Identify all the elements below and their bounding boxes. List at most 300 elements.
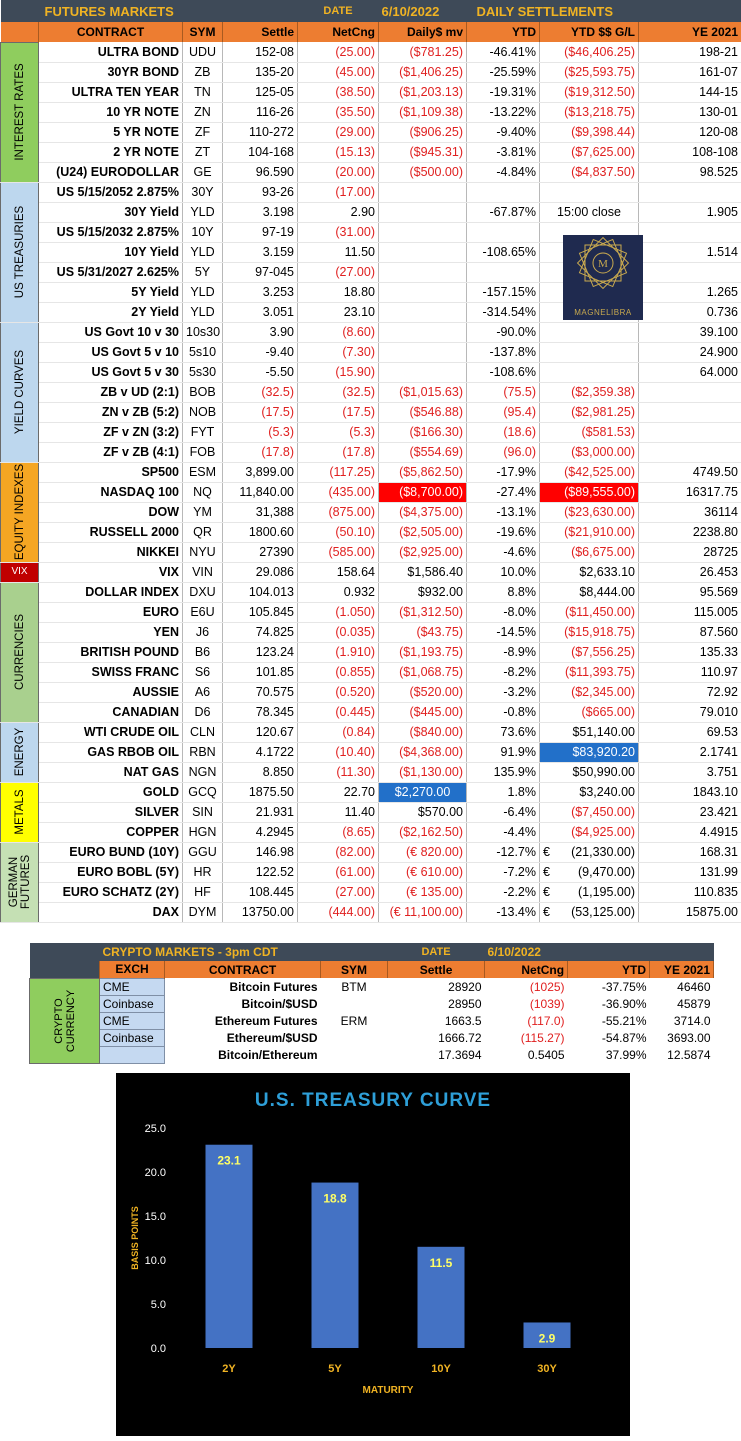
contract-cell: CANADIAN — [39, 702, 183, 722]
category-word: GERMAN — [8, 855, 20, 909]
ytd-cell: -9.40% — [467, 122, 540, 142]
y-tick-label: 5.0 — [151, 1299, 166, 1311]
symbol-cell: S6 — [183, 662, 223, 682]
ytd-cell: 73.6% — [467, 722, 540, 742]
crypto-row — [30, 1012, 714, 1029]
ye-2021-cell: 1.905 — [639, 202, 741, 222]
ytd-gl-cell: ($2,981.25) — [540, 402, 639, 422]
settle-cell: 135-20 — [223, 62, 298, 82]
crypto-table — [29, 943, 714, 1064]
category-text: VIX — [11, 566, 27, 578]
net-change-cell: 11.40 — [298, 802, 379, 822]
ytd-cell: 10.0% — [467, 562, 540, 582]
ytd-gl-cell: ($7,450.00) — [540, 802, 639, 822]
futures-row — [1, 802, 741, 822]
symbol-cell: BOB — [183, 382, 223, 402]
ytd-gl-cell: 15:00 close — [540, 202, 639, 222]
futures-row — [1, 182, 741, 202]
crypto-row — [30, 1046, 714, 1063]
ye-2021-cell: 161-07 — [639, 62, 741, 82]
contract-cell: NASDAQ 100 — [39, 482, 183, 502]
contract-cell: NAT GAS — [39, 762, 183, 782]
futures-row — [1, 762, 741, 782]
ytd-gl-cell — [540, 322, 639, 342]
symbol-cell: DYM — [183, 902, 223, 922]
daily-mv-cell: ($5,862.50) — [379, 462, 467, 482]
contract-cell: ULTRA TEN YEAR — [39, 82, 183, 102]
settle-cell: 101.85 — [223, 662, 298, 682]
category-text: ENERGY — [14, 728, 26, 777]
contract-cell: ZB v UD (2:1) — [39, 382, 183, 402]
net-change-cell: (435.00) — [298, 482, 379, 502]
daily-mv-cell: ($2,162.50) — [379, 822, 467, 842]
category-word: CRYPTO — [53, 989, 65, 1051]
settle-cell: 3.198 — [223, 202, 298, 222]
ytd-cell: (95.4) — [467, 402, 540, 422]
crypto-symbol-cell — [321, 995, 388, 1012]
ytd-cell: -67.87% — [467, 202, 540, 222]
futures-row — [1, 322, 741, 342]
symbol-cell: 30Y — [183, 182, 223, 202]
daily-mv-cell: ($1,109.38) — [379, 102, 467, 122]
ytd-cell: 91.9% — [467, 742, 540, 762]
ytd-cell: 1.8% — [467, 782, 540, 802]
ye-2021-cell: 115.005 — [639, 602, 741, 622]
contract-cell: DOW — [39, 502, 183, 522]
chart-svg — [116, 1073, 630, 1436]
contract-cell: SP500 — [39, 462, 183, 482]
daily-mv-cell — [379, 342, 467, 362]
settle-cell: 1800.60 — [223, 522, 298, 542]
contract-cell: GAS RBOB OIL — [39, 742, 183, 762]
futures-row — [1, 662, 741, 682]
crypto-net-change-cell: (1039) — [485, 995, 568, 1012]
contract-cell: EURO SCHATZ (2Y) — [39, 882, 183, 902]
settle-cell: 8.850 — [223, 762, 298, 782]
euro-value: (53,125.00) — [571, 905, 635, 919]
crypto-category-text — [53, 989, 77, 1051]
ytd-cell: -3.81% — [467, 142, 540, 162]
futures-header-cell: NetCng — [298, 22, 379, 42]
futures-row — [1, 62, 741, 82]
settle-cell: 110-272 — [223, 122, 298, 142]
ytd-gl-cell: ($42,525.00) — [540, 462, 639, 482]
contract-cell: US Govt 10 v 30 — [39, 322, 183, 342]
ye-2021-cell: 23.421 — [639, 802, 741, 822]
euro-value: (9,470.00) — [578, 865, 635, 879]
ye-2021-cell: 72.92 — [639, 682, 741, 702]
futures-row — [1, 42, 741, 62]
contract-cell: DAX — [39, 902, 183, 922]
net-change-cell: (8.65) — [298, 822, 379, 842]
settle-cell: 1875.50 — [223, 782, 298, 802]
futures-row — [1, 642, 741, 662]
futures-row — [1, 602, 741, 622]
ytd-gl-cell: ($581.53) — [540, 422, 639, 442]
ye-2021-cell: 0.736 — [639, 302, 741, 322]
futures-row — [1, 722, 741, 742]
logo-text: MAGNELIBRA — [563, 308, 643, 317]
contract-cell: DOLLAR INDEX — [39, 582, 183, 602]
x-tick-label: 30Y — [537, 1363, 557, 1375]
ytd-gl-cell: ($25,593.75) — [540, 62, 639, 82]
ytd-gl-cell — [540, 882, 639, 902]
category-label — [1, 182, 39, 322]
contract-cell: ZN v ZB (5:2) — [39, 402, 183, 422]
ytd-cell: -6.4% — [467, 802, 540, 822]
ye-2021-cell: 95.569 — [639, 582, 741, 602]
symbol-cell: ZT — [183, 142, 223, 162]
futures-row — [1, 522, 741, 542]
ye-2021-cell: 24.900 — [639, 342, 741, 362]
data-label: 23.1 — [217, 1154, 241, 1168]
futures-header-cell: CONTRACT — [39, 22, 183, 42]
futures-row — [1, 702, 741, 722]
net-change-cell: (31.00) — [298, 222, 379, 242]
futures-title: FUTURES MARKETS — [39, 0, 298, 22]
settle-cell: 104-168 — [223, 142, 298, 162]
futures-header-cell: YTD $$ G/L — [540, 22, 639, 42]
ytd-cell: -8.2% — [467, 662, 540, 682]
x-tick-label: 5Y — [328, 1363, 342, 1375]
daily-mv-cell — [379, 222, 467, 242]
settle-cell: 29.086 — [223, 562, 298, 582]
svg-text:M: M — [598, 258, 608, 270]
ytd-cell: -46.41% — [467, 42, 540, 62]
ye-2021-cell: 168.31 — [639, 842, 741, 862]
category-label — [1, 42, 39, 182]
symbol-cell: NYU — [183, 542, 223, 562]
ytd-gl-cell: ($15,918.75) — [540, 622, 639, 642]
ye-2021-cell: 2238.80 — [639, 522, 741, 542]
ytd-cell: -7.2% — [467, 862, 540, 882]
ytd-gl-cell: ($3,000.00) — [540, 442, 639, 462]
futures-row — [1, 82, 741, 102]
futures-row — [1, 562, 741, 582]
contract-cell: (U24) EURODOLLAR — [39, 162, 183, 182]
ye-2021-cell: 4.4915 — [639, 822, 741, 842]
net-change-cell: (875.00) — [298, 502, 379, 522]
ytd-cell: -19.6% — [467, 522, 540, 542]
net-change-cell: 23.10 — [298, 302, 379, 322]
daily-mv-cell: ($840.00) — [379, 722, 467, 742]
ye-2021-cell: 130-01 — [639, 102, 741, 122]
contract-cell: 2 YR NOTE — [39, 142, 183, 162]
ytd-gl-cell: ($7,625.00) — [540, 142, 639, 162]
crypto-row — [30, 1029, 714, 1046]
symbol-cell: FYT — [183, 422, 223, 442]
settle-cell: 4.2945 — [223, 822, 298, 842]
ytd-cell: (96.0) — [467, 442, 540, 462]
y-tick-label: 10.0 — [145, 1255, 166, 1267]
category-label — [1, 562, 39, 582]
net-change-cell: (82.00) — [298, 842, 379, 862]
ye-2021-cell: 79.010 — [639, 702, 741, 722]
settle-cell: 3.90 — [223, 322, 298, 342]
net-change-cell: 2.90 — [298, 202, 379, 222]
futures-row — [1, 162, 741, 182]
daily-mv-cell: $1,586.40 — [379, 562, 467, 582]
crypto-category — [30, 978, 100, 1063]
daily-mv-cell — [379, 182, 467, 202]
settle-cell: 74.825 — [223, 622, 298, 642]
crypto-title-blank — [568, 943, 714, 961]
daily-mv-cell: $2,270.00 — [379, 782, 467, 802]
ytd-cell: -17.9% — [467, 462, 540, 482]
data-label: 11.5 — [430, 1256, 453, 1270]
crypto-header-cell: NetCng — [485, 961, 568, 978]
settle-cell: 3.159 — [223, 242, 298, 262]
chart-title: U.S. TREASURY CURVE — [255, 1090, 491, 1111]
contract-cell: NIKKEI — [39, 542, 183, 562]
settle-cell: 104.013 — [223, 582, 298, 602]
daily-mv-cell: ($4,368.00) — [379, 742, 467, 762]
y-tick-label: 0.0 — [151, 1343, 166, 1355]
crypto-title-row — [30, 943, 714, 961]
settle-cell: 4.1722 — [223, 742, 298, 762]
crypto-date-label: DATE — [388, 943, 485, 961]
category-label — [1, 842, 39, 922]
futures-settlements-label: DAILY SETTLEMENTS — [467, 0, 741, 22]
ye-2021-cell: 110.835 — [639, 882, 741, 902]
futures-title-blank — [1, 0, 39, 22]
category-text — [8, 855, 32, 909]
ytd-cell: -108.6% — [467, 362, 540, 382]
settle-cell: 70.575 — [223, 682, 298, 702]
contract-cell: ULTRA BOND — [39, 42, 183, 62]
category-text: YIELD CURVES — [14, 350, 26, 434]
contract-cell: ZF v ZN (3:2) — [39, 422, 183, 442]
net-change-cell: 22.70 — [298, 782, 379, 802]
crypto-header-row — [30, 961, 714, 978]
ye-2021-cell — [639, 182, 741, 202]
ytd-cell: 135.9% — [467, 762, 540, 782]
y-axis-label: BASIS POINTS — [130, 1206, 140, 1270]
contract-cell: 30Y Yield — [39, 202, 183, 222]
ye-2021-cell — [639, 442, 741, 462]
x-tick-label: 10Y — [431, 1363, 451, 1375]
daily-mv-cell: ($166.30) — [379, 422, 467, 442]
net-change-cell: (25.00) — [298, 42, 379, 62]
daily-mv-cell: ($1,193.75) — [379, 642, 467, 662]
euro-gl — [543, 885, 635, 899]
net-change-cell: 11.50 — [298, 242, 379, 262]
ytd-gl-cell: ($23,630.00) — [540, 502, 639, 522]
crypto-date: 6/10/2022 — [485, 943, 568, 961]
ytd-gl-cell — [540, 182, 639, 202]
daily-mv-cell: ($520.00) — [379, 682, 467, 702]
category-label — [1, 462, 39, 562]
symbol-cell: VIN — [183, 562, 223, 582]
settle-cell: 105.845 — [223, 602, 298, 622]
settle-cell: 97-045 — [223, 262, 298, 282]
data-label: 18.8 — [323, 1192, 347, 1206]
category-label — [1, 782, 39, 842]
daily-mv-cell: $570.00 — [379, 802, 467, 822]
futures-row — [1, 442, 741, 462]
net-change-cell: 158.64 — [298, 562, 379, 582]
symbol-cell: 5s10 — [183, 342, 223, 362]
ytd-gl-cell: ($21,910.00) — [540, 522, 639, 542]
crypto-contract-cell: Ethereum/$USD — [165, 1029, 321, 1046]
euro-gl — [543, 905, 635, 919]
crypto-ye-2021-cell: 12.5874 — [650, 1046, 714, 1063]
settle-cell: 3.051 — [223, 302, 298, 322]
ye-2021-cell: 87.560 — [639, 622, 741, 642]
crypto-net-change-cell: (1025) — [485, 978, 568, 995]
settle-cell: 21.931 — [223, 802, 298, 822]
ye-2021-cell — [639, 222, 741, 242]
symbol-cell: DXU — [183, 582, 223, 602]
futures-row — [1, 582, 741, 602]
futures-header-row — [1, 22, 741, 42]
category-text: EQUITY INDEXES — [14, 464, 26, 560]
net-change-cell: (50.10) — [298, 522, 379, 542]
ye-2021-cell: 98.525 — [639, 162, 741, 182]
net-change-cell: 18.80 — [298, 282, 379, 302]
settle-cell: 125-05 — [223, 82, 298, 102]
category-word: CURRENCY — [65, 989, 77, 1051]
ytd-gl-cell: ($19,312.50) — [540, 82, 639, 102]
daily-mv-cell: ($781.25) — [379, 42, 467, 62]
ye-2021-cell: 131.99 — [639, 862, 741, 882]
net-change-cell: (29.00) — [298, 122, 379, 142]
ytd-cell: -12.7% — [467, 842, 540, 862]
crypto-ye-2021-cell: 46460 — [650, 978, 714, 995]
ye-2021-cell: 1.265 — [639, 282, 741, 302]
contract-cell: 5Y Yield — [39, 282, 183, 302]
ye-2021-cell: 26.453 — [639, 562, 741, 582]
futures-header-cell: Daily$ mv — [379, 22, 467, 42]
settle-cell: 13750.00 — [223, 902, 298, 922]
symbol-cell: A6 — [183, 682, 223, 702]
ye-2021-cell — [639, 262, 741, 282]
settle-cell: 122.52 — [223, 862, 298, 882]
ytd-cell: -3.2% — [467, 682, 540, 702]
category-text: US TREASURIES — [14, 206, 26, 298]
daily-mv-cell: ($2,505.00) — [379, 522, 467, 542]
settle-cell: 3,899.00 — [223, 462, 298, 482]
category-label — [1, 722, 39, 782]
settle-cell: 108.445 — [223, 882, 298, 902]
settle-cell: 116-26 — [223, 102, 298, 122]
net-change-cell: (1.050) — [298, 602, 379, 622]
symbol-cell: TN — [183, 82, 223, 102]
daily-mv-cell — [379, 262, 467, 282]
symbol-cell: HR — [183, 862, 223, 882]
net-change-cell: (0.855) — [298, 662, 379, 682]
euro-symbol: € — [543, 865, 550, 879]
contract-cell: YEN — [39, 622, 183, 642]
settle-cell: 93-26 — [223, 182, 298, 202]
net-change-cell: (27.00) — [298, 262, 379, 282]
daily-mv-cell: (€ 135.00) — [379, 882, 467, 902]
futures-date: 6/10/2022 — [379, 0, 467, 22]
crypto-header-cell: YE 2021 — [650, 961, 714, 978]
futures-row — [1, 402, 741, 422]
daily-mv-cell: (€ 820.00) — [379, 842, 467, 862]
settle-cell: 27390 — [223, 542, 298, 562]
settle-cell: 152-08 — [223, 42, 298, 62]
ye-2021-cell: 1843.10 — [639, 782, 741, 802]
net-change-cell: (0.520) — [298, 682, 379, 702]
crypto-settle-cell: 28950 — [388, 995, 485, 1012]
ytd-cell: -0.8% — [467, 702, 540, 722]
settle-cell: -9.40 — [223, 342, 298, 362]
ytd-cell: (18.6) — [467, 422, 540, 442]
symbol-cell: YLD — [183, 242, 223, 262]
symbol-cell: E6U — [183, 602, 223, 622]
net-change-cell: (61.00) — [298, 862, 379, 882]
crypto-header-cell: Settle — [388, 961, 485, 978]
logo-emblem-icon — [563, 235, 643, 305]
futures-row — [1, 342, 741, 362]
daily-mv-cell: ($1,203.13) — [379, 82, 467, 102]
ytd-gl-cell: ($9,398.44) — [540, 122, 639, 142]
settle-cell: 11,840.00 — [223, 482, 298, 502]
contract-cell: US Govt 5 v 10 — [39, 342, 183, 362]
ytd-cell: -13.4% — [467, 902, 540, 922]
net-change-cell: (1.910) — [298, 642, 379, 662]
contract-cell: RUSSELL 2000 — [39, 522, 183, 542]
daily-mv-cell: ($1,406.25) — [379, 62, 467, 82]
crypto-settle-cell: 1663.5 — [388, 1012, 485, 1029]
symbol-cell: GE — [183, 162, 223, 182]
net-change-cell: (5.3) — [298, 422, 379, 442]
symbol-cell: J6 — [183, 622, 223, 642]
net-change-cell: (15.90) — [298, 362, 379, 382]
net-change-cell: (10.40) — [298, 742, 379, 762]
symbol-cell: FOB — [183, 442, 223, 462]
ytd-cell: -8.9% — [467, 642, 540, 662]
daily-mv-cell: ($4,375.00) — [379, 502, 467, 522]
daily-mv-cell: ($554.69) — [379, 442, 467, 462]
ye-2021-cell: 108-108 — [639, 142, 741, 162]
ytd-cell: -25.59% — [467, 62, 540, 82]
crypto-settle-cell: 17.3694 — [388, 1046, 485, 1063]
crypto-settle-cell: 1666.72 — [388, 1029, 485, 1046]
category-text: INTEREST RATES — [14, 63, 26, 160]
ytd-cell: -4.4% — [467, 822, 540, 842]
symbol-cell: NOB — [183, 402, 223, 422]
contract-cell: 10 YR NOTE — [39, 102, 183, 122]
settle-cell: (17.8) — [223, 442, 298, 462]
ytd-gl-cell: ($665.00) — [540, 702, 639, 722]
contract-cell: GOLD — [39, 782, 183, 802]
contract-cell: 2Y Yield — [39, 302, 183, 322]
futures-row — [1, 542, 741, 562]
ye-2021-cell: 1.514 — [639, 242, 741, 262]
contract-cell: EURO BOBL (5Y) — [39, 862, 183, 882]
crypto-title: CRYPTO MARKETS - 3pm CDT — [100, 943, 388, 961]
ye-2021-cell — [639, 422, 741, 442]
x-tick-label: 2Y — [222, 1363, 236, 1375]
net-change-cell: (27.00) — [298, 882, 379, 902]
symbol-cell: ZN — [183, 102, 223, 122]
settle-cell: 97-19 — [223, 222, 298, 242]
settle-cell: 120.67 — [223, 722, 298, 742]
contract-cell: VIX — [39, 562, 183, 582]
contract-cell: ZF v ZB (4:1) — [39, 442, 183, 462]
daily-mv-cell: ($43.75) — [379, 622, 467, 642]
futures-row — [1, 882, 741, 902]
futures-date-label: DATE — [298, 0, 379, 22]
futures-title-row — [1, 0, 741, 22]
contract-cell: WTI CRUDE OIL — [39, 722, 183, 742]
symbol-cell: 10Y — [183, 222, 223, 242]
symbol-cell: YLD — [183, 202, 223, 222]
ye-2021-cell: 120-08 — [639, 122, 741, 142]
